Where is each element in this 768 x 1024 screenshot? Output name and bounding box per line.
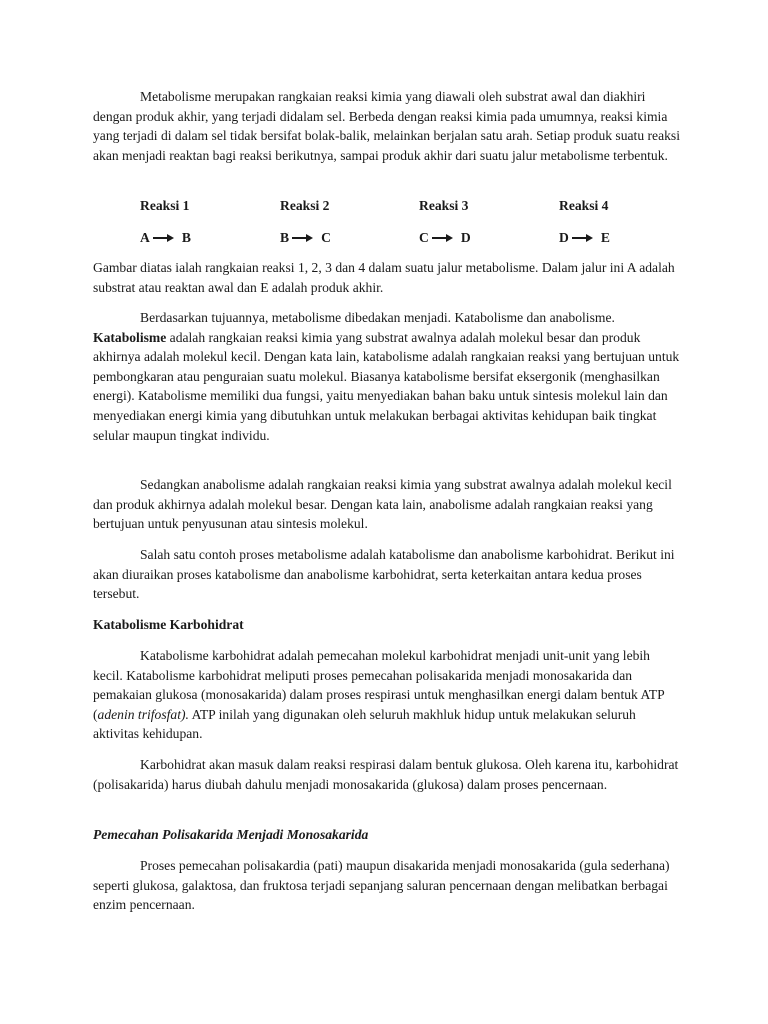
- product-label: C: [321, 230, 331, 245]
- atp-italic-term: adenin trifosfat).: [97, 706, 189, 722]
- reaction-equation-4: [559, 228, 610, 248]
- reactant-label: B: [280, 230, 290, 245]
- reaction-equation-2: [280, 228, 331, 248]
- reaction-label-4: Reaksi 4: [559, 198, 609, 213]
- product-label: B: [181, 230, 191, 245]
- paragraph-anabolisme-def: Sedangkan anabolisme adalah rangkaian reaksi kimia yang substrat awalnya adalah molekul kecil dan produk akhirnya adalah molekul besar. Dengan kata lain, anabolisme adalah rangkaian reaksi yang bertujuan untuk penyusunan atau sintesis molekul.: [93, 477, 672, 532]
- arrow-icon: [292, 237, 306, 239]
- katabolisme-post-text: adalah rangkaian reaksi kimia yang substrat awalnya adalah molekul besar dan produk akhirnya adalah molekul kecil. Dengan kata lain, katabolisme adalah rangkaian reaksi yang bertujuan untuk pembongkaran atau penguraian suatu molekul. Biasanya katabolisme bersifat eksergonik (menghasilkan energi). Katabolisme memiliki dua fungsi, yaitu menyediakan bahan baku untuk sintesis molekul lain dan menyediakan energi kimia yang dibutuhkan untuk melakukan berbagai aktivitas kehidupan baik tingkat selular maupun tingkat individu.: [93, 329, 680, 443]
- paragraph-katabolisme-karbohidrat: [93, 646, 683, 744]
- heading-pemecahan-polisakarida: Pemecahan Polisakarida Menjadi Monosakarida: [93, 827, 369, 842]
- paragraph-contoh-proses: Salah satu contoh proses metabolisme adalah katabolisme dan anabolisme karbohidrat. Berikut ini akan diuraikan proses katabolisme dan anabolisme karbohidrat, serta keterkaitan antara kedua proses tersebut.: [93, 547, 675, 602]
- paragraph-proses-pemecahan: Proses pemecahan polisakardia (pati) maupun disakarida menjadi monosakarida (gula sederhana) seperti glukosa, galaktosa, dan fruktosa terjadi sepanjang saluran pencernaan dengan melibatkan berbagai enzim pencernaan.: [93, 858, 670, 913]
- arrow-icon: [432, 237, 446, 239]
- katabolisme-karbohidrat-pre: Katabolisme karbohidrat adalah pemecahan molekul karbohidrat menjadi unit-unit yang lebih kecil. Katabolisme karbohidrat meliputi proses pemecahan polisakarida menjadi monosakarida dan pemakaian glukosa (monosakarida) dalam proses respirasi untuk menghasilkan energi dalam bentuk ATP (: [93, 648, 665, 722]
- arrow-head-icon: [586, 234, 593, 242]
- product-label: E: [600, 230, 610, 245]
- katabolisme-bold-term: Katabolisme: [93, 329, 167, 345]
- reactant-label: D: [559, 230, 569, 245]
- reaction-label-1: Reaksi 1: [140, 198, 190, 213]
- product-label: D: [460, 230, 471, 245]
- arrow-head-icon: [306, 234, 313, 242]
- heading-katabolisme-karbohidrat: Katabolisme Karbohidrat: [93, 617, 244, 632]
- reactant-label: A: [140, 230, 150, 245]
- paragraph-metabolisme-intro: Metabolisme merupakan rangkaian reaksi kimia yang diawali oleh substrat awal dan diakhiri dengan produk akhir, yang terjadi didalam sel. Berbeda dengan reaksi kimia pada umumnya, reaksi kimia yang terjadi di dalam sel tidak bersifat bolak-balik, melainkan berjalan satu arah. Setiap produk suatu reaksi akan menjadi reaktan bagi reaksi berikutnya, sampai produk akhir dari suatu jalur metabolisme terbentuk.: [93, 89, 680, 163]
- paragraph-gambar-rangkaian: Gambar diatas ialah rangkaian reaksi 1, 2, 3 dan 4 dalam suatu jalur metabolisme. Dalam jalur ini A adalah substrat atau reaktan awal dan E adalah produk akhir.: [93, 260, 675, 295]
- reaction-equations-row: [140, 228, 660, 248]
- paragraph-katabolisme-def: [93, 308, 683, 445]
- reaction-equation-1: [140, 228, 191, 248]
- arrow-icon: [153, 237, 167, 239]
- paragraph-karbohidrat-respirasi: Karbohidrat akan masuk dalam reaksi respirasi dalam bentuk glukosa. Oleh karena itu, karbohidrat (polisakarida) harus diubah dahulu menjadi monosakarida (glukosa) dalam proses pencernaan.: [93, 757, 679, 792]
- arrow-icon: [572, 237, 586, 239]
- katabolisme-karbohidrat-post: ATP inilah yang digunakan oleh seluruh makhluk hidup untuk melakukan seluruh aktivitas kehidupan.: [93, 706, 636, 742]
- reaction-equation-3: [419, 228, 471, 248]
- reaction-labels-row: [140, 196, 660, 216]
- katabolisme-pre-text: Berdasarkan tujuannya, metabolisme dibedakan menjadi. Katabolisme dan anabolisme.: [140, 310, 615, 325]
- reactant-label: C: [419, 230, 429, 245]
- reaction-label-3: Reaksi 3: [419, 198, 469, 213]
- reaction-label-2: Reaksi 2: [280, 198, 330, 213]
- arrow-head-icon: [446, 234, 453, 242]
- arrow-head-icon: [167, 234, 174, 242]
